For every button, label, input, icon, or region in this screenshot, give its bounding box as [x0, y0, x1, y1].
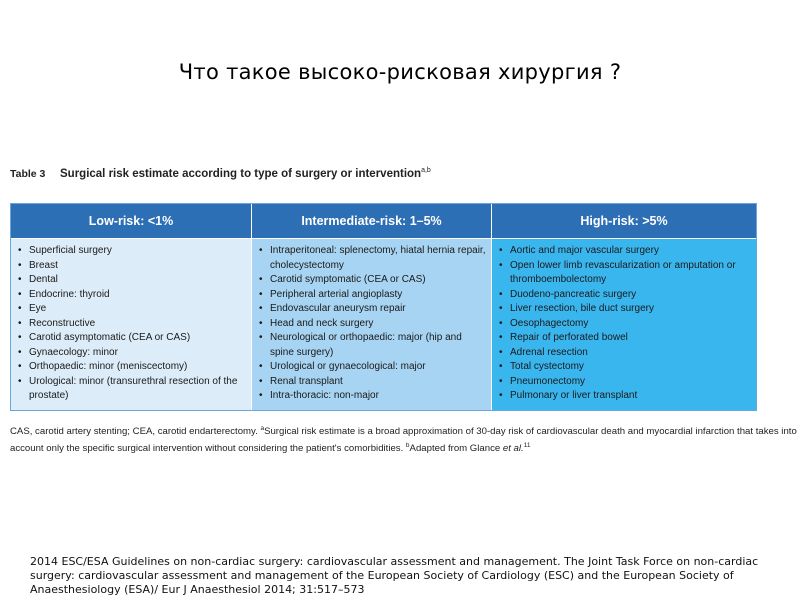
- risk-list-item: • Superficial surgery: [17, 244, 247, 259]
- risk-table: [10, 203, 757, 411]
- footnote-part2: Surgical risk estimate is a broad approximation of 30-day risk of cardiovascular death and myocardial infarction that takes into account only the specific surgical intervention without considering the patient's comorbidities.: [10, 426, 797, 455]
- risk-list-item: • Reconstructive: [17, 317, 247, 332]
- risk-list-item: • Intraperitoneal: splenectomy, hiatal hernia repair, cholecystectomy: [258, 244, 487, 273]
- risk-list-item: • Aortic and major vascular surgery: [498, 244, 752, 259]
- low-risk-header: [11, 204, 251, 239]
- risk-list-item: • Urological: minor (transurethral resection of the prostate): [17, 375, 247, 404]
- citation: 2014 ESC/ESA Guidelines on non-cardiac surgery: cardiovascular assessment and management. The Joint Task Force on non-cardiac surgery: cardiovascular assessment and management of the European Society of Cardiology (ESC) and the European Society of Anaesthesiology (ESA)/ Eur J Anaesthesiol 2014; 31:517–573: [30, 555, 759, 596]
- low-risk-list: [11, 239, 251, 404]
- footnote-sup-a: a: [260, 425, 265, 432]
- footnote-reference: 11: [523, 442, 531, 450]
- risk-list-item: • Repair of perforated bowel: [498, 331, 752, 346]
- risk-list-item: • Carotid symptomatic (CEA or CAS): [258, 273, 487, 288]
- high-risk-header: [492, 204, 756, 239]
- table-caption-text: Surgical risk estimate according to type of surgery or intervention: [60, 167, 422, 180]
- risk-list-item: • Neurological or orthopaedic: major (hip and spine surgery): [258, 331, 487, 360]
- risk-list-item: • Intra-thoracic: non-major: [258, 389, 487, 404]
- low-risk-column: [11, 204, 251, 410]
- risk-list-item: • Renal transplant: [258, 375, 487, 390]
- risk-list-item: • Dental: [17, 273, 247, 288]
- risk-list-item: • Breast: [17, 259, 247, 274]
- risk-list-item: • Endovascular aneurysm repair: [258, 302, 487, 317]
- high-risk-list: [492, 239, 756, 404]
- risk-list-item: • Adrenal resection: [498, 346, 752, 361]
- risk-list-item: • Total cystectomy: [498, 360, 752, 375]
- low-risk-header-label: Low-risk: <1%: [88, 214, 174, 228]
- risk-list-item: • Gynaecology: minor: [17, 346, 247, 361]
- table-caption-superscript: a,b: [421, 167, 431, 174]
- intermediate-risk-header-label: Intermediate-risk: 1–5%: [301, 214, 442, 228]
- slide-title: Что такое высоко-рисковая хирургия ?: [178, 60, 622, 84]
- intermediate-risk-column: [251, 204, 491, 410]
- risk-list-item: • Peripheral arterial angioplasty: [258, 288, 487, 303]
- intermediate-risk-list: [252, 239, 491, 404]
- high-risk-header-label: High-risk: >5%: [580, 214, 668, 228]
- table-footnote: [10, 422, 800, 456]
- high-risk-column: [491, 204, 756, 410]
- footnote-part3: Adapted from Glance: [409, 443, 503, 455]
- risk-list-item: • Endocrine: thyroid: [17, 288, 247, 303]
- table-caption: [10, 167, 431, 180]
- risk-list-item: • Pneumonectomy: [498, 375, 752, 390]
- risk-list-item: • Carotid asymptomatic (CEA or CAS): [17, 331, 247, 346]
- risk-list-item: • Urological or gynaecological: major: [258, 360, 487, 375]
- risk-list-item: • Oesophagectomy: [498, 317, 752, 332]
- risk-list-item: • Pulmonary or liver transplant: [498, 389, 752, 404]
- footnote-et-al: et al.: [502, 443, 524, 455]
- table-number: Table 3: [10, 167, 46, 180]
- risk-list-item: • Liver resection, bile duct surgery: [498, 302, 752, 317]
- risk-list-item: • Open lower limb revascularization or amputation or thromboembolectomy: [498, 259, 752, 288]
- footnote-sup-b: b: [405, 442, 410, 450]
- risk-list-item: • Orthopaedic: minor (meniscectomy): [17, 360, 247, 375]
- risk-list-item: • Duodeno-pancreatic surgery: [498, 288, 752, 303]
- risk-list-item: • Eye: [17, 302, 247, 317]
- footnote-part1: CAS, carotid artery stenting; CEA, carotid endarterectomy.: [10, 426, 261, 438]
- intermediate-risk-header: [252, 204, 491, 239]
- risk-list-item: • Head and neck surgery: [258, 317, 487, 332]
